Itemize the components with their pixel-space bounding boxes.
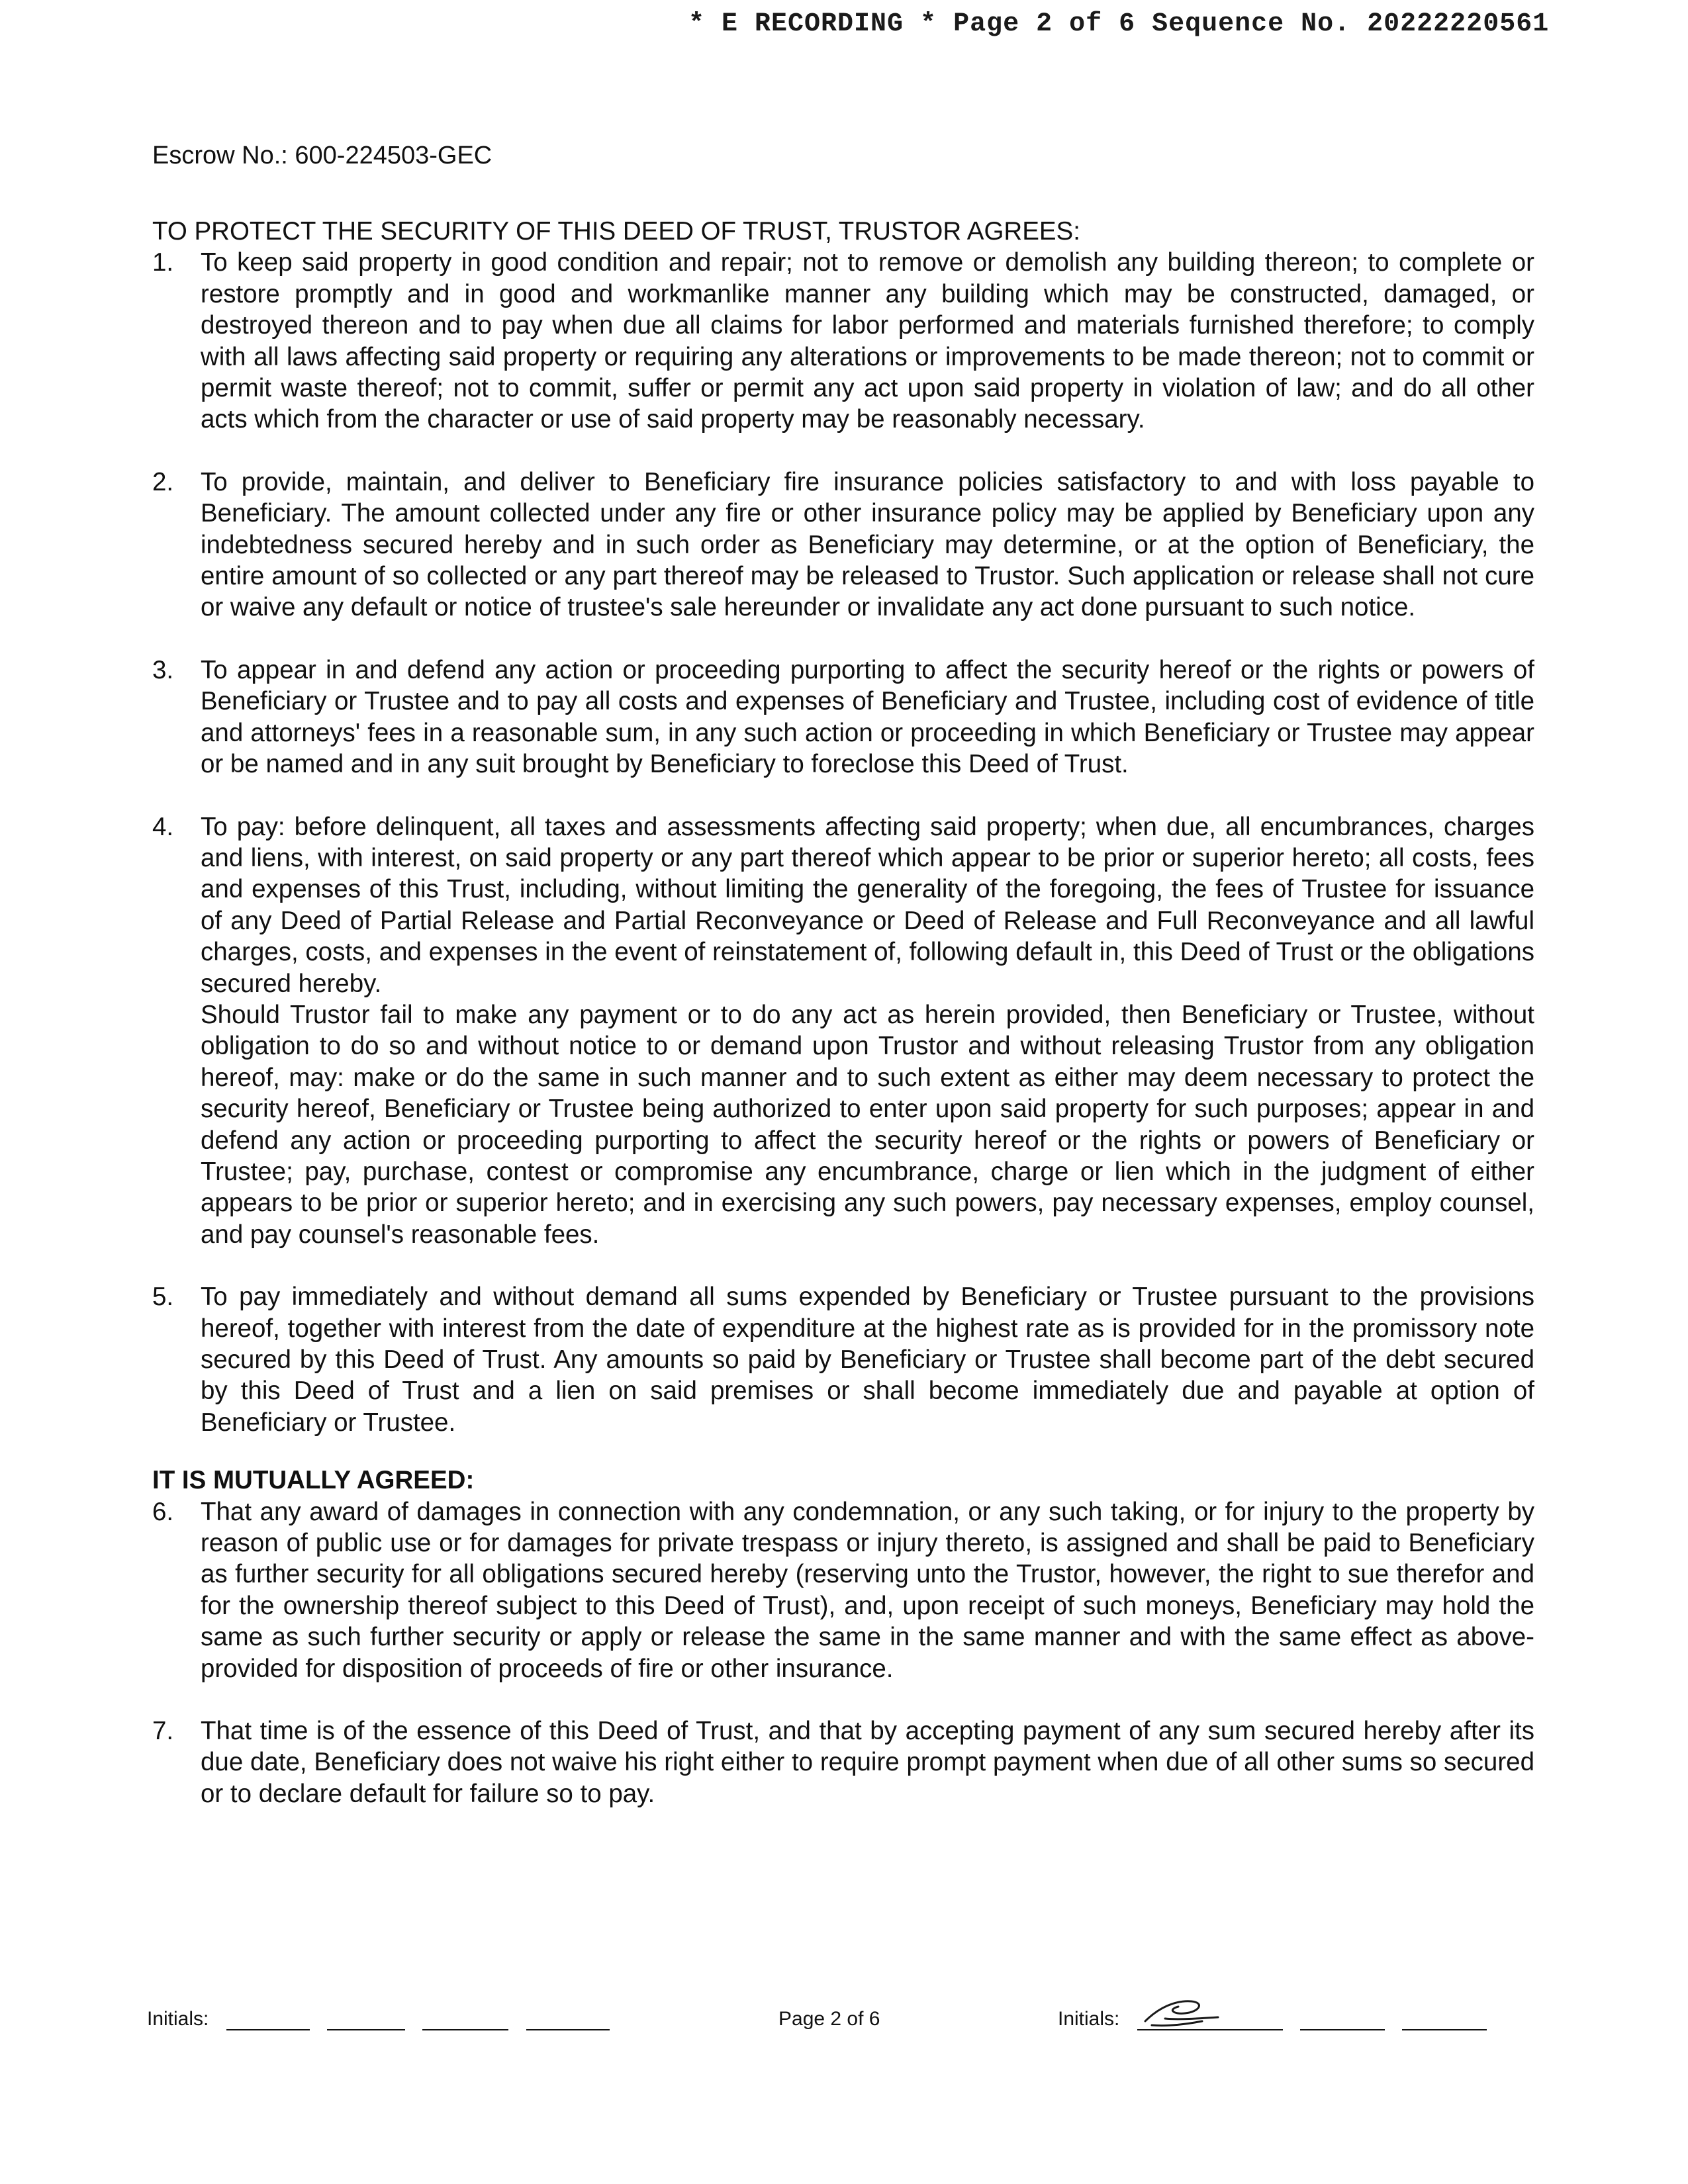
clause-text: That time is of the essence of this Deed of Trust, and that by accepting payment of any sum secured hereby after its due date, Beneficiary does not waive his right either to require prompt payment when due of all other sums so secured or to declare default for failure so to pay. [201,1717,1534,1808]
clause-number: 7. [152,1717,174,1746]
initials-blank[interactable] [1402,2009,1487,2030]
clause-number: 2. [152,467,174,496]
clause-number: 1. [152,248,174,277]
initials-label: Initials: [147,2008,209,2030]
initials-blank[interactable] [1300,2009,1385,2030]
clause-5 [152,1281,1534,1438]
clause-1 [152,247,1534,435]
recording-header: * E RECORDING * Page 2 of 6 Sequence No. 20222220561 [688,9,1550,39]
clause-6 [152,1496,1534,1684]
clause-number: 4. [152,812,174,841]
clause-text: To appear in and defend any action or proceeding purporting to affect the security hereof or the rights or powers of Beneficiary or Trustee and to pay all costs and expenses of Beneficiary and Trustee, including cost of evidence of title and attorneys' fees in a reasonable sum, in any such action or proceeding in which Beneficiary or Trustee may appear or be named and in any suit brought by Beneficiary to foreclose this Deed of Trust. [201,655,1534,779]
initials-blank[interactable] [526,2009,610,2030]
clause-text: To pay: before delinquent, all taxes and assessments affecting said property; when due, all encumbrances, charges and liens, with interest, on said property or any part thereof which appear to be prior or superior hereto; all costs, fees and expenses of this Trust, including, without limiting the generality of the foregoing, the fees of Trustee for issuance of any Deed of Partial Release and Partial Reconveyance or Deed of Release and Full Reconveyance and all lawful charges, costs, and expenses in the event of reinstatement of, following default in, this Deed of Trust or the obligations secured hereby. [201,812,1534,998]
initials-blank-signed[interactable] [1137,2009,1283,2030]
page-number: Page 2 of 6 [778,2008,880,2030]
clause-4 [152,811,1534,1251]
clause-7 [152,1715,1534,1809]
document-body [152,216,1534,1809]
initials-blank[interactable] [226,2009,310,2030]
clause-number: 5. [152,1283,174,1312]
clause-2 [152,467,1534,623]
initials-left [147,2008,610,2030]
clause-3 [152,655,1534,780]
clause-text: To keep said property in good condition and repair; not to remove or demolish any building thereon; to complete or restore promptly and in good and workmanlike manner any building which may be constructed, damaged, or destroyed thereon and to pay when due all claims for labor performed and materials furnished therefore; to comply with all laws affecting said property or requiring any alterations or improvements to be made thereon; not to commit or permit waste thereof; not to commit, suffer or permit any act upon said property in violation of law; and do all other acts which from the character or use of said property may be reasonably necessary. [201,248,1534,434]
initials-right [1058,2008,1487,2030]
clause-text: To pay immediately and without demand all sums expended by Beneficiary or Trustee pursuant to the provisions hereof, together with interest from the date of expenditure at the highest rate as is provided for in the promissory note secured by this Deed of Trust. Any amounts so paid by Beneficiary or Trustee shall become part of the debt secured by this Deed of Trust and a lien on said premises or shall become immediately due and payable at option of Beneficiary or Trustee. [201,1283,1534,1437]
clause-text: That any award of damages in connection with any condemnation, or any such taking, or for injury to the property by reason of public use or for damages for private trespass or injury thereto, is assigned and shall be paid to Beneficiary as further security for all obligations secured hereby (reserving unto the Trustor, however, the right to sue therefor and for the ownership thereof subject to this Deed of Trust), and, upon receipt of such moneys, Beneficiary may hold the same as such further security or apply or release the same in the same manner and with the same effect as above-provided for disposition of proceeds of fire or other insurance. [201,1497,1534,1683]
clause-body [201,811,1534,1251]
section-heading-trustor-agrees: TO PROTECT THE SECURITY OF THIS DEED OF TRUST, TRUSTOR AGREES: [152,217,1080,246]
clause-text: To provide, maintain, and deliver to Beneficiary fire insurance policies satisfactory to and with loss payable to Beneficiary. The amount collected under any fire or other insurance policy may be applied by Beneficiary upon any indebtedness secured hereby and in such order as Beneficiary may determine, or at the option of Beneficiary, the entire amount of so collected or any part thereof may be released to Trustor. Such application or release shall not cure or waive any default or notice of trustee's sale hereunder or invalidate any act done pursuant to such notice. [201,467,1534,622]
section-heading-mutually-agreed: IT IS MUTUALLY AGREED: [152,1466,475,1495]
initials-blank[interactable] [327,2009,405,2030]
initials-blank[interactable] [422,2009,508,2030]
clause-number: 6. [152,1497,174,1526]
clause-number: 3. [152,655,174,684]
escrow-number: Escrow No.: 600-224503-GEC [152,142,492,169]
initials-label: Initials: [1058,2008,1120,2030]
page-footer [147,2008,1544,2048]
handwritten-initial-signature [1139,1995,1225,2032]
clause-text-continued: Should Trustor fail to make any payment or to do any act as herein provided, then Beneficiary or Trustee, without obligation to do so and without notice to or demand upon Trustor and without releasing Trustor from any obligation hereof, may: make or do the same in such manner and to such extent as either may deem necessary to protect the security hereof, Beneficiary or Trustee being authorized to enter upon said property for such purposes; appear in and defend any action or proceeding purporting to affect the security hereof or the rights or powers of Beneficiary or Trustee; pay, purchase, contest or compromise any encumbrance, charge or lien which in the judgment of either appears to be prior or superior hereto; and in exercising any such powers, pay necessary expenses, employ counsel, and pay counsel's reasonable fees. [201,1000,1534,1249]
